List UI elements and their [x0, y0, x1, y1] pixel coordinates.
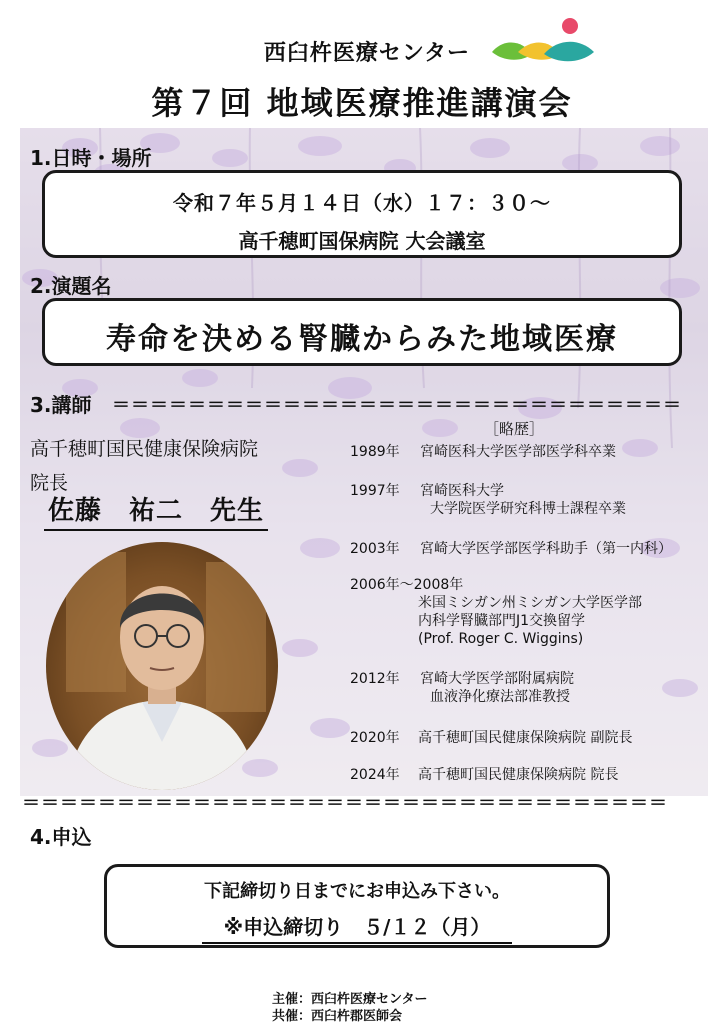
section-heading-datetime: 1.日時・場所 [30, 146, 152, 170]
footer-cohost: 共催：西臼杵郡医師会 [272, 1009, 403, 1024]
lecture-topic: 寿命を決める腎臓からみた地域医療 [106, 322, 618, 357]
apply-box [104, 864, 610, 948]
section-heading-topic: 2.演題名 [30, 274, 112, 298]
divider-top: ＝＝＝＝＝＝＝＝＝＝＝＝＝＝＝＝＝＝＝＝＝＝＝＝＝＝＝＝＝＝ [112, 395, 682, 416]
career-item: 2020年 高千穂町国民健康保険病院 副院長 [350, 730, 633, 746]
speaker-photo [46, 542, 278, 790]
career-item: 2003年 宮崎大学医学部医学科助手（第一内科） [350, 541, 672, 557]
career-item: 2012年 宮崎大学医学部附属病院 血液浄化療法部准教授 [350, 671, 574, 705]
topic-box [42, 298, 682, 366]
divider-bottom: ＝＝＝＝＝＝＝＝＝＝＝＝＝＝＝＝＝＝＝＝＝＝＝＝＝＝＝＝＝＝＝＝＝＝ [22, 793, 668, 814]
career-heading: ［略歴］ [484, 420, 545, 438]
event-venue: 高千穂町国保病院 大会議室 [238, 229, 486, 253]
career-item: 1989年 宮崎医科大学医学部医学科卒業 [350, 444, 616, 460]
section-heading-apply: 4.申込 [30, 825, 92, 849]
apply-deadline: ※申込締切り ５/１２（月） [202, 911, 512, 944]
career-item: 2024年 高千穂町国民健康保険病院 院長 [350, 767, 619, 783]
datetime-box [42, 170, 682, 258]
apply-notice: 下記締切り日までにお申込み下さい。 [204, 881, 510, 902]
event-datetime: 令和７年５月１４日（水）１７：３０～ [173, 191, 551, 215]
career-item: 2006年～2008年 米国ミシガン州ミシガン大学医学部 内科学腎臓部門J1交換留学 (Prof. Roger C. Wiggins) [350, 577, 642, 647]
organization-name: 西臼杵医療センター [263, 41, 470, 66]
career-item: 1997年 宮崎医科大学 大学院医学研究科博士課程卒業 [350, 483, 626, 517]
footer-host: 主催：西臼杵医療センター [272, 992, 428, 1007]
speaker-name: 佐藤 祐二 先生 [44, 490, 268, 531]
speaker-affiliation: 高千穂町国民健康保険病院 [30, 438, 259, 460]
organization-logo [488, 14, 598, 72]
section-heading-speaker: 3.講師 [30, 393, 92, 417]
page-title: 第７回 地域医療推進講演会 [151, 84, 573, 122]
speaker-role: 院長 [30, 472, 69, 494]
